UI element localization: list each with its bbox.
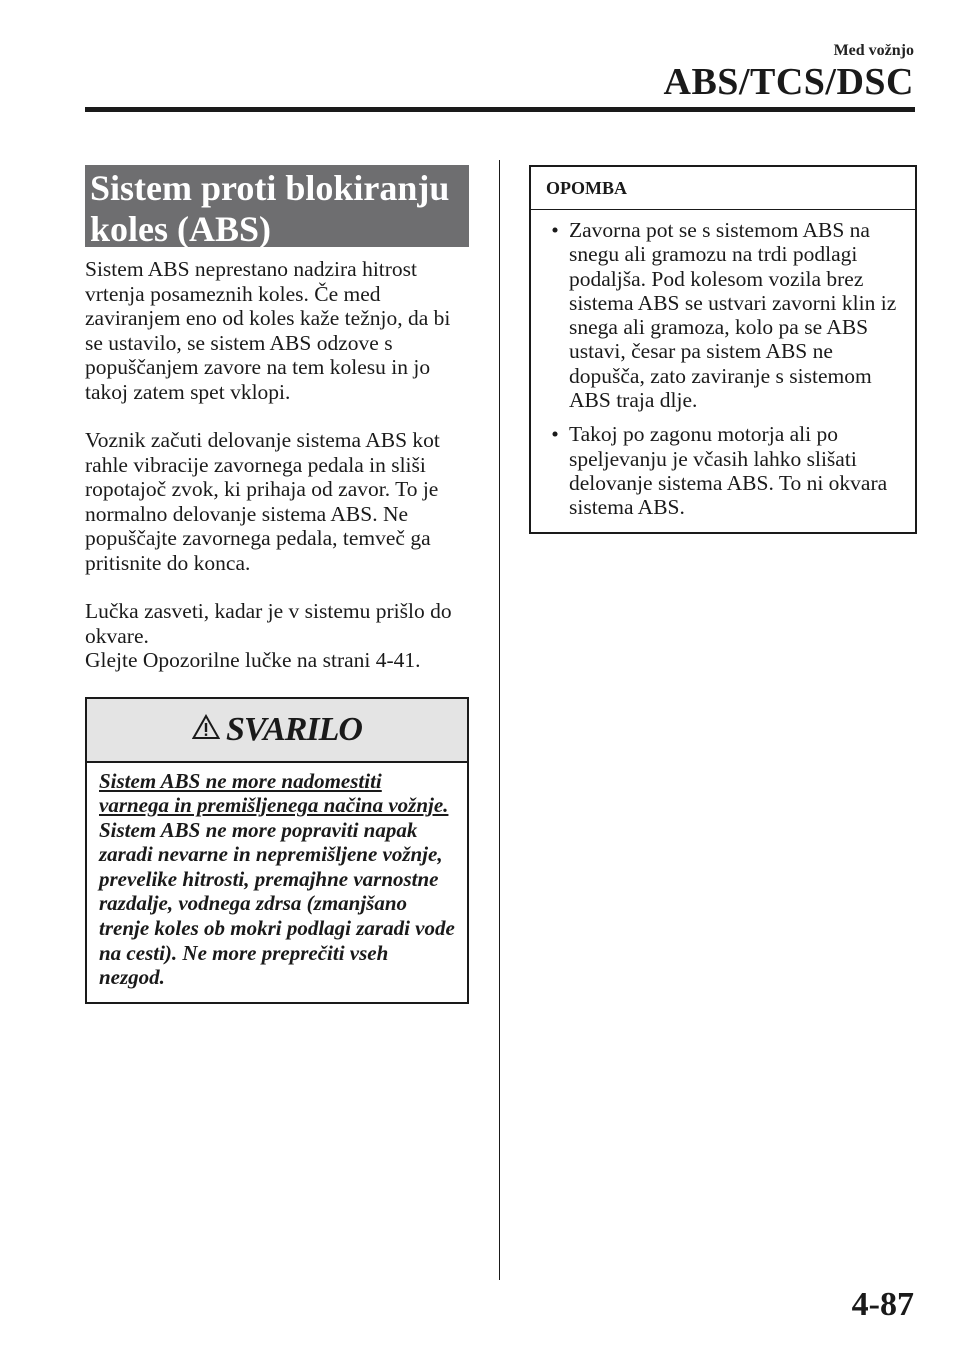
note-item-text: Zavorna pot se s sistemom ABS na snegu ali gramozu na trdi podlagi podaljša. Pod kolesom vozila brez sistema ABS se ustvari zavorni klin iz snega ali gramoza, kolo pa se ABS ustavi, česar pa sistem ABS ne dopušča, zato zaviranje s sistemom ABS traja dlje. <box>569 218 897 413</box>
column-divider <box>499 160 500 1280</box>
warning-body <box>87 763 467 1002</box>
paragraph-abs-light <box>85 599 469 673</box>
note-item <box>541 422 905 519</box>
warning-underlined-text: Sistem ABS ne more nadomestiti varnega in premišljenega načina vožnje. <box>99 768 449 818</box>
abs-light-reference: Glejte Opozorilne lučke na strani 4-41. <box>85 648 421 672</box>
section-heading <box>85 165 469 247</box>
bullet-icon: • <box>551 218 559 242</box>
warning-triangle-icon <box>192 714 220 745</box>
paragraph-abs-function: Sistem ABS neprestano nadzira hitrost vrtenja posameznih koles. Če med zaviranjem eno od koles kaže težnjo, da bi se ustavilo, se sistem ABS odzove s popuščanjem zavore na tem kolesu in jo takoj zatem spet vklopi. <box>85 257 451 404</box>
heading-line-2: koles (ABS) <box>90 209 272 249</box>
page-number: 4-87 <box>851 1286 914 1323</box>
warning-text: Sistem ABS ne more popraviti napak zaradi nevarne in nepremišljene vožnje, prevelike hitrosti, premajhne varnostne razdalje, vodnega zdrsa (zmanjšano trenje koles ob mokri podlagi zaradi vode na cesti). Ne more preprečiti vseh nezgod. <box>99 817 455 990</box>
warning-title: SVARILO <box>226 710 362 748</box>
bullet-icon: • <box>551 422 559 447</box>
left-column <box>85 165 469 1004</box>
abs-light-text: Lučka zasveti, kadar je v sistemu prišlo do okvare. <box>85 599 452 648</box>
note-title: OPOMBA <box>531 167 915 210</box>
chapter-title: Med vožnjo <box>833 42 914 59</box>
warning-header <box>87 699 467 763</box>
note-list <box>531 210 915 532</box>
note-box <box>529 165 917 534</box>
note-item <box>541 218 905 412</box>
header-rule <box>85 107 915 112</box>
heading-line-1: Sistem proti blokiranju <box>90 168 450 208</box>
paragraph-abs-feel: Voznik začuti delovanje sistema ABS kot rahle vibracije zavornega pedala in sliši ropotajoč zvok, ki prihaja od zavor. To je normalno delovanje sistema ABS. Ne popuščajte zavornega pedala, temveč ga pritisnite do konca. <box>85 428 440 575</box>
warning-box <box>85 697 469 1004</box>
note-item-text: Takoj po zagonu motorja ali po speljevanju je včasih lahko slišati delovanje sistema ABS. To ni okvara sistema ABS. <box>569 422 888 520</box>
section-title: ABS/TCS/DSC <box>663 61 914 103</box>
